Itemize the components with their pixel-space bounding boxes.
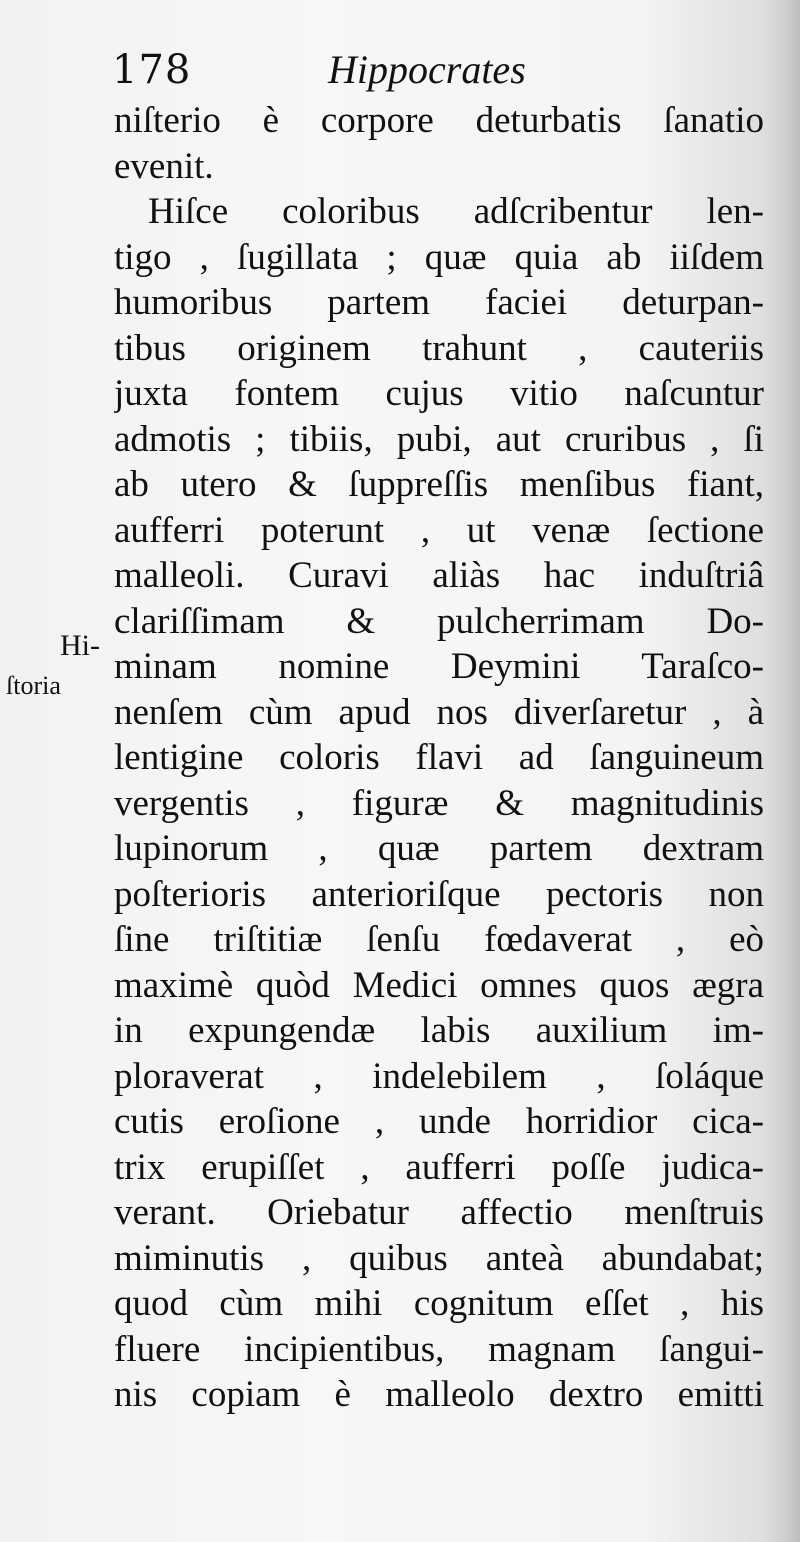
text-line: vergentis , figuræ & magnitudinis (114, 782, 764, 824)
text-line: fluere incipientibus, magnam ſangui- (114, 1328, 764, 1370)
text-line: evenit. (114, 145, 214, 187)
text-line: aufferri poterunt , ut venæ ſectione (114, 509, 764, 551)
text-line: lentigine coloris flavi ad ſanguineum (114, 737, 764, 778)
margin-note (6, 626, 106, 706)
text-line: trix erupiſſet , aufferri poſſe judica- (114, 1146, 764, 1188)
text-line: verant. Oriebatur affectio menſtruis (114, 1192, 764, 1233)
text-line: maximè quòd Medici omnes quos ægra (114, 964, 764, 1006)
text-line: lupinorum , quæ partem dextram (114, 828, 764, 869)
text-line: ſine triſtitiæ ſenſu fœdaverat , eò (114, 919, 764, 960)
text-line: juxta fontem cujus vitio naſcuntur (114, 373, 764, 414)
body-text (114, 98, 764, 1418)
text-line: clariſſimam & pulcherrimam Do- (114, 600, 764, 642)
page-edge-shadow (764, 0, 800, 1542)
text-line: minam nomine Deymini Taraſco- (114, 646, 764, 687)
text-line: miminutis , quibus anteà abundabat; (114, 1237, 764, 1279)
text-line: tibus originem trahunt , cauteriis (114, 327, 764, 369)
text-line: in expungendæ labis auxilium im- (114, 1010, 764, 1051)
text-line: quod cùm mihi cognitum eſſet , his (114, 1283, 764, 1324)
text-line: cutis eroſione , unde horridior cica- (114, 1101, 764, 1142)
text-line: tigo , ſugillata ; quæ quia ab iiſdem (114, 236, 764, 278)
text-line: Hiſce coloribus adſcribentur len- (148, 191, 764, 232)
text-line: humoribus partem faciei deturpan- (114, 282, 764, 323)
margin-note-line-2: ſtoria (6, 671, 61, 700)
text-line: ploraverat , indelebilem , ſoláque (114, 1055, 764, 1097)
page-number: 178 (112, 47, 192, 93)
text-line: ab utero & ſuppreſſis menſibus fiant, (114, 464, 764, 505)
text-line: nis copiam è malleolo dextro emitti (114, 1374, 764, 1415)
page-header (112, 40, 752, 100)
margin-note-line-1: Hi- (60, 629, 100, 662)
running-head: Hippocrates (328, 47, 526, 92)
text-line: admotis ; tibiis, pubi, aut cruribus , ſi (114, 418, 764, 460)
text-line: nenſem cùm apud nos diverſaretur , à (114, 691, 764, 733)
text-line: niſterio è corpore deturbatis ſanatio (114, 100, 764, 141)
text-line: malleoli. Curavi aliàs hac induſtriâ (114, 555, 764, 596)
text-line: poſterioris anterioriſque pectoris non (114, 873, 764, 915)
